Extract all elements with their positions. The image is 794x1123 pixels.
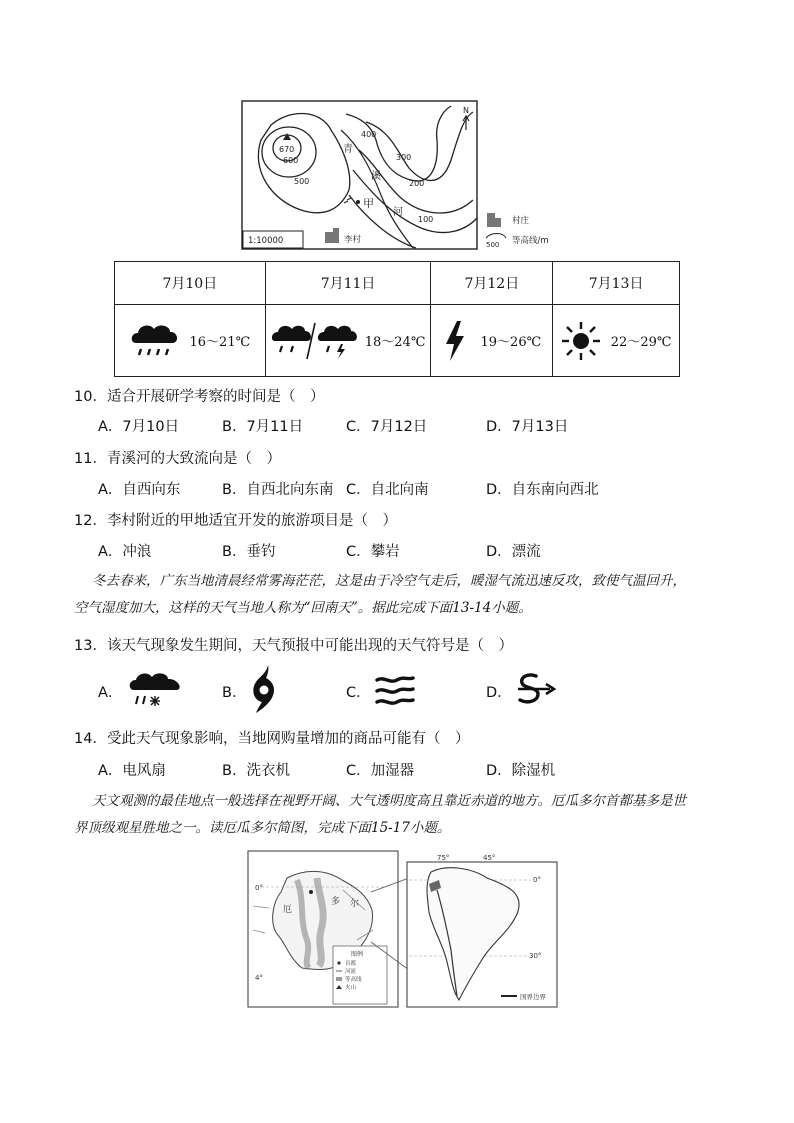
option-b[interactable]: B．自西北向东南 — [222, 482, 334, 498]
passage-line: 天文观测的最佳地点一般选择在视野开阔、大气透明度高且靠近赤道的地方。厄瓜多尔首都基多是世 — [92, 793, 686, 809]
option-c[interactable]: C．自北向南 — [346, 482, 429, 498]
peak-label: 670 — [279, 145, 295, 154]
point-jia-label: 甲 — [363, 197, 374, 210]
option-a[interactable]: A．冲浪 — [98, 544, 152, 560]
legend-item: 首都 — [345, 961, 357, 967]
option-b[interactable]: B．洗衣机 — [222, 763, 290, 779]
question-12: 12．李村附近的甲地适宜开发的旅游项目是（ ） — [74, 513, 397, 529]
option-d[interactable]: D．漂流 — [486, 544, 541, 560]
fog-icon — [374, 674, 416, 708]
option-a[interactable]: A．自西向东 — [98, 482, 181, 498]
option-c[interactable]: C． — [346, 685, 371, 701]
legend-item: 等高线 — [345, 977, 362, 983]
ecuador-map — [247, 850, 559, 1010]
lijia-label: 李村 — [344, 235, 362, 245]
option-d[interactable]: D．7月13日 — [486, 419, 569, 435]
river-char-3: 河 — [393, 207, 403, 218]
contour-label-100: 100 — [418, 215, 434, 224]
weather-table — [114, 261, 680, 377]
option-b[interactable]: B． — [222, 685, 247, 701]
passage-line: 空气湿度加大，这样的天气当地人称为“回南天”。据此完成下面13-14小题。 — [74, 600, 532, 616]
temperature-label: 19～26℃ — [480, 335, 542, 350]
border-legend-label: 国界边界 — [520, 993, 546, 1001]
option-b[interactable]: B．垂钓 — [222, 544, 276, 560]
contour-label-400: 400 — [361, 130, 377, 139]
legend-village-icon — [487, 213, 501, 227]
passage-line: 冬去春来，广东当地清晨经常雾海茫茫，这是由于冷空气走后，暖湿气流迅速反攻，致使气温回升， — [92, 573, 686, 589]
option-c[interactable]: C．7月12日 — [346, 419, 428, 435]
country-char-3: 尔 — [350, 899, 360, 909]
north-label: N — [463, 106, 469, 115]
temperature-label: 22～29℃ — [610, 335, 672, 350]
weather-cell — [265, 305, 431, 377]
legend-contour-icon — [486, 234, 506, 239]
lat-label-4: 4° — [255, 974, 263, 982]
option-d[interactable]: D．除湿机 — [486, 763, 556, 779]
temperature-label: 16～21℃ — [189, 335, 251, 350]
question-10: 10．适合开展研学考察的时间是（ ） — [74, 389, 325, 405]
temperature-label: 18～24℃ — [364, 335, 426, 350]
river-char-2: 溪 — [371, 171, 381, 182]
lat-label-0: 0° — [255, 884, 263, 892]
country-char-2: 多 — [331, 897, 341, 907]
lon-label-75: 75° — [437, 854, 450, 862]
option-a[interactable]: A． — [98, 685, 123, 701]
legend-contour-sample: 500 — [486, 241, 500, 249]
sandstorm-icon — [514, 671, 556, 707]
date-cell: 7月12日 — [431, 262, 553, 305]
contour-label-600: 600 — [283, 156, 299, 165]
option-d[interactable]: D． — [486, 685, 512, 701]
date-cell: 7月10日 — [115, 262, 266, 305]
typhoon-icon — [250, 664, 278, 714]
contour-label-500: 500 — [294, 177, 310, 186]
date-cell: 7月13日 — [553, 262, 680, 305]
weather-cell — [115, 305, 266, 377]
rain-thunderstorm-icon — [271, 321, 361, 361]
river-char-1: 青 — [343, 144, 353, 155]
option-a[interactable]: A．电风扇 — [98, 763, 166, 779]
legend-item: 河流 — [345, 969, 357, 975]
weather-cell — [431, 305, 553, 377]
question-13: 13．该天气现象发生期间，天气预报中可能出现的天气符号是（ ） — [74, 638, 513, 654]
lightning-icon — [443, 320, 467, 362]
contour-label-200: 200 — [409, 179, 425, 188]
point-jia-marker — [356, 200, 360, 204]
lat-label-30: 30° — [529, 952, 542, 960]
lat-label-0-right: 0° — [533, 876, 541, 884]
passage-line: 界顶级观星胜地之一。读厄瓜多尔简图，完成下面15-17小题。 — [74, 820, 451, 836]
map-scale: 1:10000 — [248, 236, 284, 246]
topographic-map — [241, 100, 556, 252]
sunny-icon — [561, 321, 601, 361]
lon-label-45: 45° — [483, 854, 496, 862]
weather-cell — [553, 305, 680, 377]
question-14: 14．受此天气现象影响，当地网购量增加的商品可能有（ ） — [74, 731, 470, 747]
legend-contour-icon — [336, 977, 342, 981]
rain-icon — [130, 321, 182, 361]
country-char-1: 厄 — [283, 905, 293, 915]
contour-label-300: 300 — [396, 153, 412, 162]
option-c[interactable]: C．加湿器 — [346, 763, 415, 779]
option-a[interactable]: A．7月10日 — [98, 419, 180, 435]
legend-contour-label: 等高线/m — [512, 236, 549, 246]
capital-icon — [309, 890, 313, 894]
legend-title: 图例 — [351, 951, 364, 958]
date-cell: 7月11日 — [265, 262, 431, 305]
sleet-icon — [128, 670, 186, 710]
question-11: 11．青溪河的大致流向是（ ） — [74, 451, 281, 467]
option-d[interactable]: D．自东南向西北 — [486, 482, 599, 498]
legend-item: 火山 — [345, 985, 357, 991]
legend-capital-icon — [337, 961, 340, 964]
legend-village-label: 村庄 — [512, 216, 530, 226]
option-b[interactable]: B．7月11日 — [222, 419, 304, 435]
option-c[interactable]: C．攀岩 — [346, 544, 400, 560]
